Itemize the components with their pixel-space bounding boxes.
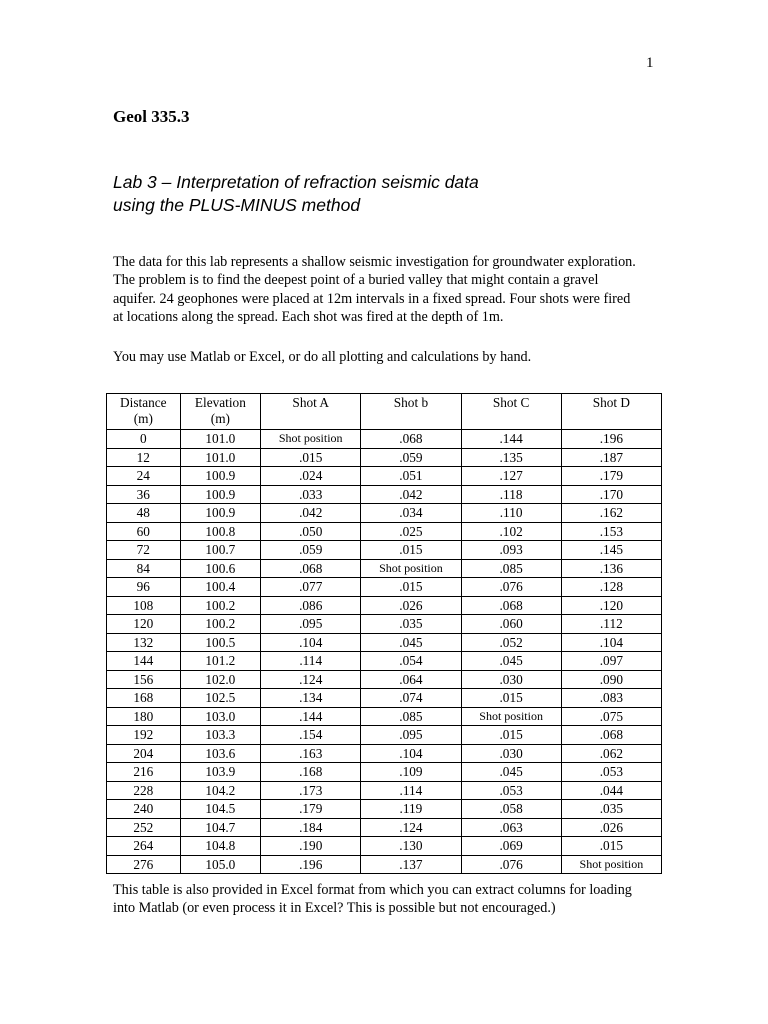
table-cell-elevation: 101.0 — [180, 430, 261, 449]
table-cell-shot-a: .086 — [261, 596, 361, 615]
seismic-data-table — [106, 393, 662, 874]
table-row — [107, 855, 662, 874]
page-number: 1 — [646, 55, 654, 71]
table-cell-shot-d: .128 — [561, 578, 661, 597]
table-cell-shot-c: .030 — [461, 670, 561, 689]
table-cell-elevation: 100.2 — [180, 596, 261, 615]
table-cell-shot-b: .015 — [361, 578, 461, 597]
lab-title-line-2: using the PLUS-MINUS method — [113, 195, 361, 215]
table-cell-shot-b: .059 — [361, 448, 461, 467]
table-cell-elevation: 100.7 — [180, 541, 261, 560]
table-row — [107, 744, 662, 763]
table-cell-shot-a: .077 — [261, 578, 361, 597]
table-cell-shot-c: .135 — [461, 448, 561, 467]
table-cell-shot-a: .124 — [261, 670, 361, 689]
table-cell-distance: 228 — [107, 781, 181, 800]
table-cell-elevation: 100.9 — [180, 467, 261, 486]
table-cell-distance: 276 — [107, 855, 181, 874]
table-row — [107, 670, 662, 689]
table-cell-distance: 0 — [107, 430, 181, 449]
table-cell-elevation: 105.0 — [180, 855, 261, 874]
table-cell-elevation: 100.5 — [180, 633, 261, 652]
table-cell-shot-c: .085 — [461, 559, 561, 578]
table-cell-shot-d: .196 — [561, 430, 661, 449]
table-cell-shot-b: .026 — [361, 596, 461, 615]
table-row — [107, 763, 662, 782]
table-cell-shot-b: .035 — [361, 615, 461, 634]
table-cell-shot-c: .053 — [461, 781, 561, 800]
table-cell-shot-a: .033 — [261, 485, 361, 504]
table-cell-shot-a: .190 — [261, 837, 361, 856]
table-cell-shot-d: .062 — [561, 744, 661, 763]
table-cell-shot-c: .063 — [461, 818, 561, 837]
table-cell-distance: 204 — [107, 744, 181, 763]
table-cell-shot-c: .069 — [461, 837, 561, 856]
table-cell-shot-d: .068 — [561, 726, 661, 745]
table-cell-shot-c: .127 — [461, 467, 561, 486]
table-cell-shot-a: Shot position — [261, 430, 361, 449]
table-cell-elevation: 103.6 — [180, 744, 261, 763]
table-row — [107, 559, 662, 578]
table-cell-distance: 264 — [107, 837, 181, 856]
table-cell-elevation: 100.9 — [180, 504, 261, 523]
table-cell-shot-a: .163 — [261, 744, 361, 763]
table-cell-shot-c: .068 — [461, 596, 561, 615]
table-cell-shot-b: .095 — [361, 726, 461, 745]
table-cell-shot-c: .118 — [461, 485, 561, 504]
column-header-unit: (m) — [133, 411, 153, 426]
table-cell-shot-d: .053 — [561, 763, 661, 782]
table-cell-shot-d: .083 — [561, 689, 661, 708]
table-cell-distance: 72 — [107, 541, 181, 560]
table-cell-shot-b: .114 — [361, 781, 461, 800]
table-cell-distance: 48 — [107, 504, 181, 523]
table-cell-shot-a: .015 — [261, 448, 361, 467]
table-row — [107, 837, 662, 856]
table-cell-shot-b: .042 — [361, 485, 461, 504]
table-cell-shot-b: .085 — [361, 707, 461, 726]
table-cell-elevation: 103.9 — [180, 763, 261, 782]
column-header-label: Elevation — [194, 395, 246, 410]
table-row — [107, 707, 662, 726]
table-cell-distance: 144 — [107, 652, 181, 671]
table-cell-elevation: 101.2 — [180, 652, 261, 671]
table-header-row — [107, 394, 662, 430]
table-cell-distance: 168 — [107, 689, 181, 708]
table-cell-shot-a: .095 — [261, 615, 361, 634]
table-cell-shot-b: .119 — [361, 800, 461, 819]
table-row — [107, 652, 662, 671]
table-cell-shot-a: .134 — [261, 689, 361, 708]
table-cell-shot-c: .015 — [461, 689, 561, 708]
table-row — [107, 485, 662, 504]
table-cell-shot-a: .059 — [261, 541, 361, 560]
table-cell-distance: 12 — [107, 448, 181, 467]
table-row — [107, 818, 662, 837]
table-cell-elevation: 100.9 — [180, 485, 261, 504]
table-cell-shot-a: .050 — [261, 522, 361, 541]
table-cell-distance: 84 — [107, 559, 181, 578]
table-cell-shot-d: .090 — [561, 670, 661, 689]
column-header-unit: (m) — [210, 411, 230, 426]
table-cell-shot-d: .104 — [561, 633, 661, 652]
table-cell-shot-c: .030 — [461, 744, 561, 763]
table-cell-elevation: 100.8 — [180, 522, 261, 541]
table-cell-distance: 36 — [107, 485, 181, 504]
table-cell-shot-a: .068 — [261, 559, 361, 578]
table-cell-shot-c: .144 — [461, 430, 561, 449]
table-cell-shot-c: .045 — [461, 763, 561, 782]
table-cell-shot-d: .044 — [561, 781, 661, 800]
table-row — [107, 615, 662, 634]
table-cell-elevation: 102.0 — [180, 670, 261, 689]
table-cell-elevation: 102.5 — [180, 689, 261, 708]
table-cell-shot-a: .154 — [261, 726, 361, 745]
lab-title — [113, 171, 479, 217]
table-cell-shot-c: .052 — [461, 633, 561, 652]
course-code: Geol 335.3 — [113, 107, 190, 126]
table-cell-shot-c: .060 — [461, 615, 561, 634]
column-header-shot-c — [461, 394, 561, 430]
table-cell-distance: 156 — [107, 670, 181, 689]
table-cell-shot-d: .145 — [561, 541, 661, 560]
table-cell-shot-b: .074 — [361, 689, 461, 708]
table-row — [107, 781, 662, 800]
table-cell-shot-b: .034 — [361, 504, 461, 523]
table-cell-shot-d: .153 — [561, 522, 661, 541]
table-row — [107, 504, 662, 523]
table-cell-shot-a: .168 — [261, 763, 361, 782]
table-cell-shot-a: .042 — [261, 504, 361, 523]
table-cell-shot-a: .144 — [261, 707, 361, 726]
column-header-label: Shot b — [393, 395, 429, 410]
table-cell-elevation: 101.0 — [180, 448, 261, 467]
table-row — [107, 596, 662, 615]
table-cell-shot-d: .035 — [561, 800, 661, 819]
table-cell-elevation: 100.2 — [180, 615, 261, 634]
table-cell-shot-c: .110 — [461, 504, 561, 523]
table-cell-shot-c: .076 — [461, 855, 561, 874]
table-row — [107, 430, 662, 449]
table-cell-shot-b: .064 — [361, 670, 461, 689]
table-cell-shot-a: .173 — [261, 781, 361, 800]
table-cell-distance: 192 — [107, 726, 181, 745]
table-cell-shot-c: .093 — [461, 541, 561, 560]
table-cell-shot-b: .130 — [361, 837, 461, 856]
table-cell-elevation: 104.7 — [180, 818, 261, 837]
table-cell-elevation: 100.6 — [180, 559, 261, 578]
table-cell-elevation: 100.4 — [180, 578, 261, 597]
table-cell-distance: 180 — [107, 707, 181, 726]
column-header-elevation — [180, 394, 261, 430]
column-header-shot-a — [261, 394, 361, 430]
table-cell-distance: 240 — [107, 800, 181, 819]
table-body — [107, 430, 662, 874]
table-cell-elevation: 103.3 — [180, 726, 261, 745]
intro-paragraph: The data for this lab represents a shallow seismic investigation for groundwater exploration. The problem is to find the deepest point of a buried valley that might contain a gravel aquifer. 24 geophones were placed at 12m intervals in a fixed spread. Four shots were fired at locations along the spread. Each shot was fired at the depth of 1m. — [113, 254, 636, 325]
table-cell-distance: 108 — [107, 596, 181, 615]
table-cell-shot-d: .097 — [561, 652, 661, 671]
table-cell-shot-d: .075 — [561, 707, 661, 726]
table-cell-elevation: 104.5 — [180, 800, 261, 819]
table-row — [107, 633, 662, 652]
table-cell-shot-d: Shot position — [561, 855, 661, 874]
table-row — [107, 689, 662, 708]
table-cell-shot-d: .015 — [561, 837, 661, 856]
table-cell-shot-a: .196 — [261, 855, 361, 874]
column-header-distance — [107, 394, 181, 430]
column-header-shot-d — [561, 394, 661, 430]
table-row — [107, 522, 662, 541]
column-header-label: Shot C — [492, 395, 530, 410]
table-cell-shot-b: .045 — [361, 633, 461, 652]
table-cell-shot-d: .112 — [561, 615, 661, 634]
table-row — [107, 578, 662, 597]
tools-paragraph: You may use Matlab or Excel, or do all plotting and calculations by hand. — [113, 349, 532, 365]
table-cell-shot-b: .104 — [361, 744, 461, 763]
table-cell-elevation: 103.0 — [180, 707, 261, 726]
table-cell-shot-a: .024 — [261, 467, 361, 486]
table-cell-distance: 96 — [107, 578, 181, 597]
table-cell-shot-b: .054 — [361, 652, 461, 671]
table-cell-elevation: 104.2 — [180, 781, 261, 800]
table-cell-shot-d: .026 — [561, 818, 661, 837]
table-cell-distance: 60 — [107, 522, 181, 541]
table-cell-shot-d: .187 — [561, 448, 661, 467]
table-cell-shot-d: .179 — [561, 467, 661, 486]
table-cell-shot-b: .068 — [361, 430, 461, 449]
table-cell-shot-b: .015 — [361, 541, 461, 560]
table-cell-elevation: 104.8 — [180, 837, 261, 856]
table-cell-shot-a: .179 — [261, 800, 361, 819]
table-cell-distance: 216 — [107, 763, 181, 782]
table-row — [107, 467, 662, 486]
table-cell-shot-b: .137 — [361, 855, 461, 874]
table-row — [107, 541, 662, 560]
table-cell-shot-b: .124 — [361, 818, 461, 837]
table-cell-shot-d: .162 — [561, 504, 661, 523]
table-cell-shot-a: .104 — [261, 633, 361, 652]
table-cell-distance: 120 — [107, 615, 181, 634]
table-row — [107, 800, 662, 819]
table-cell-distance: 132 — [107, 633, 181, 652]
table-cell-shot-c: Shot position — [461, 707, 561, 726]
table-cell-shot-c: .102 — [461, 522, 561, 541]
table-cell-shot-b: .051 — [361, 467, 461, 486]
column-header-label: Shot A — [292, 395, 330, 410]
table-row — [107, 726, 662, 745]
table-cell-shot-b: .109 — [361, 763, 461, 782]
table-cell-distance: 24 — [107, 467, 181, 486]
table-cell-shot-c: .045 — [461, 652, 561, 671]
table-cell-distance: 252 — [107, 818, 181, 837]
column-header-label: Distance — [120, 395, 167, 410]
table-cell-shot-d: .136 — [561, 559, 661, 578]
column-header-shot-b — [361, 394, 461, 430]
table-cell-shot-c: .058 — [461, 800, 561, 819]
table-row — [107, 448, 662, 467]
table-cell-shot-b: Shot position — [361, 559, 461, 578]
table-cell-shot-b: .025 — [361, 522, 461, 541]
table-cell-shot-c: .076 — [461, 578, 561, 597]
footnote-paragraph: This table is also provided in Excel format from which you can extract columns for loading into Matlab (or even process it in Excel? This is possible but not encouraged.) — [113, 882, 632, 917]
table-cell-shot-d: .120 — [561, 596, 661, 615]
table-cell-shot-a: .114 — [261, 652, 361, 671]
table-cell-shot-a: .184 — [261, 818, 361, 837]
table-cell-shot-d: .170 — [561, 485, 661, 504]
lab-title-line-1: Lab 3 – Interpretation of refraction seismic data — [113, 172, 479, 192]
table-cell-shot-c: .015 — [461, 726, 561, 745]
column-header-label: Shot D — [592, 395, 631, 410]
